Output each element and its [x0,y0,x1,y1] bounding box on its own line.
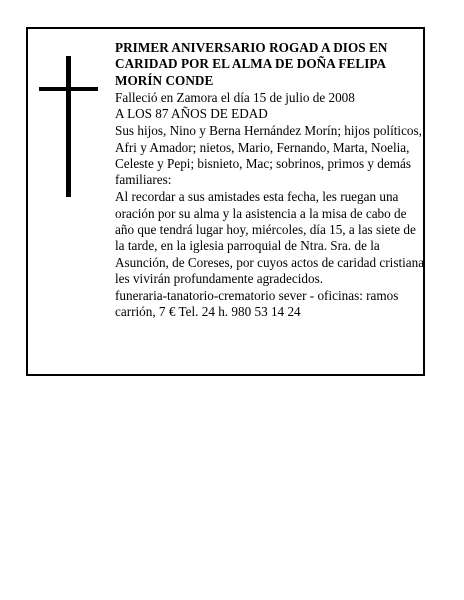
notice-content [115,40,425,321]
family-paragraph: Sus hijos, Nino y Berna Hernández Morín; hijos políticos, Afri y Amador; nietos, Mario, Fernando, Marta, Noelia, Celeste y Pepi; bisnieto, Mac; sobrinos, primos y demás familiares: [115,123,422,188]
funeral-home-line: funeraria-tanatorio-crematorio sever - oficinas: ramos carrión, 7 € Tel. 24 h. 980 53 14 24 [115,288,399,320]
notice-heading: PRIMER ANIVERSARIO ROGAD A DIOS EN CARIDAD POR EL ALMA DE DOÑA FELIPA MORÍN CONDE [115,40,388,88]
death-date-line: Falleció en Zamora el día 15 de julio de 2008 [115,89,355,105]
invitation-paragraph: Al recordar a sus amistades esta fecha, les ruegan una oración por su alma y la asistencia a la misa de cabo de año que tendrá lugar hoy, miércoles, día 15, a las siete de la tarde, en la iglesia parroquial de Ntra. Sra. de la Asunción, de Coreses, por cuyos actos de caridad cristiana les vivirán profundamente agradecidos. [115,189,425,287]
cross-vertical-bar [66,56,71,197]
obituary-notice-frame [26,27,425,376]
cross-icon [28,29,29,30]
age-line: A LOS 87 AÑOS DE EDAD [115,106,268,122]
cross-horizontal-bar [39,87,98,91]
